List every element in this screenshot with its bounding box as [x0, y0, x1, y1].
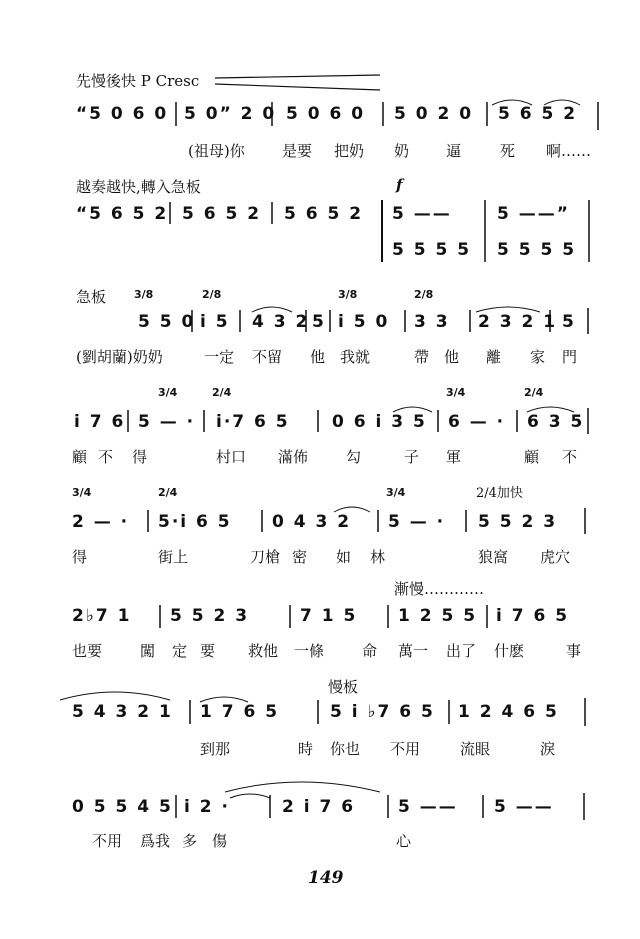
lyric: 滿佈	[278, 448, 309, 466]
measure-notes: i 7 6 5	[496, 606, 570, 626]
lyric: 也要	[72, 642, 103, 660]
time-signature: 2/4	[212, 386, 232, 399]
measure-notes: i 2 ·	[184, 797, 230, 817]
measure-notes: 2 i 7 6	[282, 797, 356, 817]
lyric: 狼窩	[478, 548, 509, 566]
measure-notes: 5 — ·	[388, 512, 446, 532]
lyric: 把奶	[334, 142, 365, 160]
lyric: 多	[182, 832, 198, 850]
measure-notes: 5 5 2 3	[478, 512, 558, 532]
measure-notes: i·7 6 5	[216, 412, 290, 432]
time-signature: 3/8	[134, 288, 154, 301]
measure-notes: i 5 0	[338, 312, 390, 332]
time-signature: 2/8	[414, 288, 434, 301]
measure-notes: 5 5 2 3	[170, 606, 250, 626]
lyric: 爲我	[140, 832, 171, 850]
measure-notes: 6 3 5	[527, 412, 585, 432]
lyric: 出了	[446, 642, 477, 660]
time-signature: 3/4	[446, 386, 466, 399]
lyric: 一條	[294, 642, 325, 660]
measure-notes: 5 6 5 2	[498, 104, 578, 124]
lyric: 街上	[158, 548, 189, 566]
measure-notes: 6 — ·	[448, 412, 506, 432]
measure-notes: 5 0” 2 0	[184, 104, 277, 124]
measure-notes: “5 0 6 0	[76, 104, 169, 124]
lyric: 離	[486, 348, 502, 366]
lyric: 帶	[414, 348, 430, 366]
lyric: 流眼	[460, 740, 491, 758]
lyric: 如	[336, 548, 352, 566]
time-signature: 2/8	[202, 288, 222, 301]
lyric: 顧	[524, 448, 540, 466]
lyric: 他	[444, 348, 460, 366]
lyric: 軍	[446, 448, 462, 466]
measure-notes: 5 6 5 2	[284, 204, 364, 224]
lyric: 萬一	[398, 642, 429, 660]
measure-notes-upper: 5 ——	[392, 204, 452, 224]
lyric: 心	[396, 832, 412, 850]
lyric: 事	[566, 642, 582, 660]
measure-notes: 5 i ♭7 6 5	[330, 702, 435, 722]
measure-notes: 4 3 2	[252, 312, 310, 332]
time-signature: 3/4	[72, 486, 92, 499]
time-signature: 3/4	[158, 386, 178, 399]
time-signature: 2/4	[524, 386, 544, 399]
tempo-marking: 急板	[76, 288, 107, 306]
dynamic-marking: f	[396, 176, 403, 194]
measure-notes: 5 ——	[398, 797, 458, 817]
lyric: 你也	[330, 740, 361, 758]
measure-notes: 1 7 6 5	[200, 702, 280, 722]
measure-notes: 5 4 3 2 1	[72, 702, 173, 722]
measure-notes: 0 4 3 2	[272, 512, 352, 532]
lyric: 不用	[92, 832, 123, 850]
measure-notes: 0 5 5 4 5	[72, 797, 173, 817]
lyric: 定	[172, 642, 188, 660]
measure-notes: 5 5 0	[138, 312, 196, 332]
lyric: 門	[562, 348, 578, 366]
lyric: 死	[500, 142, 516, 160]
measure-notes: 5 0 6 0	[286, 104, 366, 124]
time-signature: 3/4	[386, 486, 406, 499]
measure-notes-lower: 5 5 5 5	[497, 240, 577, 260]
measure-notes: 2♭7 1	[72, 606, 132, 626]
measure-notes: 1 2 5 5	[398, 606, 478, 626]
lyric: 村口	[216, 448, 247, 466]
lyric: 啊……	[546, 142, 592, 160]
lyric: 不用	[390, 740, 421, 758]
lyric: 一定	[204, 348, 235, 366]
measure-notes: 3 3	[414, 312, 450, 332]
measure-notes: 5 0 2 0	[394, 104, 474, 124]
measure-notes: i 7 6	[74, 412, 126, 432]
measure-notes-upper: 5 ——”	[497, 204, 570, 224]
lyric: 不	[98, 448, 114, 466]
measure-notes: 5 — ·	[138, 412, 196, 432]
time-signature: 3/8	[338, 288, 358, 301]
measure-notes: “5 6 5 2	[76, 204, 169, 224]
lyric: 子	[404, 448, 420, 466]
lyric: 時	[298, 740, 314, 758]
lyric: 什麽	[494, 642, 525, 660]
lyric: 勾	[346, 448, 362, 466]
measure-notes: 7 1 5	[300, 606, 358, 626]
measure-notes: 5 6 5 2	[182, 204, 262, 224]
measure-notes: 5·i 6 5	[158, 512, 232, 532]
tempo-marking: 越奏越快,轉入急板	[76, 178, 201, 196]
lyric: 得	[72, 548, 88, 566]
measure-notes: 5	[562, 312, 576, 332]
lyric: 不留	[252, 348, 283, 366]
lyric: 刀槍	[250, 548, 281, 566]
measure-notes: 2 3 2 1	[478, 312, 558, 332]
measure-notes: 5 ——	[494, 797, 554, 817]
lyric: (祖母)你	[188, 142, 245, 160]
lyric: 傷	[212, 832, 228, 850]
lyric: 密	[292, 548, 308, 566]
lyric: 是要	[282, 142, 313, 160]
time-signature: 2/4	[158, 486, 178, 499]
measure-notes: i 5	[200, 312, 230, 332]
lyric: 我就	[340, 348, 371, 366]
tempo-marking: 慢板	[328, 678, 359, 696]
measure-notes: 2 — ·	[72, 512, 130, 532]
tempo-marking: 漸慢…………	[394, 580, 485, 598]
page-number: 149	[308, 868, 344, 888]
lyric: 他	[310, 348, 326, 366]
lyric: 到那	[200, 740, 231, 758]
lyric: 不	[562, 448, 578, 466]
measure-notes: 5	[312, 312, 326, 332]
lyric: 家	[530, 348, 546, 366]
time-signature-tempo: 2/4加快	[476, 486, 523, 501]
lyric: 得	[132, 448, 148, 466]
lyric: 林	[370, 548, 386, 566]
measure-notes: 0 6 i 3 5	[332, 412, 427, 432]
lyric: 顧	[72, 448, 88, 466]
lyric: (劉胡蘭)奶奶	[76, 348, 163, 366]
measure-notes-lower: 5 5 5 5	[392, 240, 472, 260]
lyric: 救他	[248, 642, 279, 660]
lyric: 闖	[140, 642, 156, 660]
measure-notes: 1 2 4 6 5	[458, 702, 559, 722]
lyric: 奶	[394, 142, 410, 160]
lyric: 命	[362, 642, 378, 660]
tempo-marking: 先慢後快 P Cresc	[76, 72, 200, 90]
lyric: 要	[200, 642, 216, 660]
lyric: 逼	[446, 142, 462, 160]
lyric: 淚	[540, 740, 556, 758]
lyric: 虎穴	[540, 548, 571, 566]
